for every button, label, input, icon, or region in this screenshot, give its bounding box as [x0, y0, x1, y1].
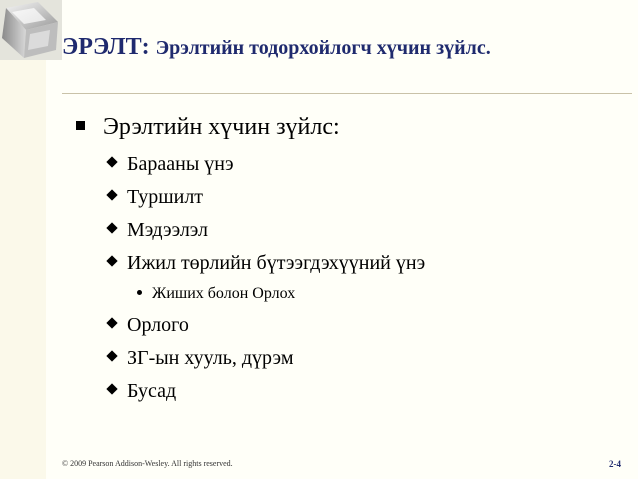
page-number: 2-4 [609, 459, 621, 469]
list-item: Ижил төрлийн бүтээгдэхүүний үнэ [108, 252, 425, 275]
left-decor-band [0, 0, 46, 479]
diamond-bullet-icon [106, 223, 117, 234]
list-item: Орлого [108, 314, 189, 337]
list-item: Бусад [108, 380, 176, 403]
list-item: Барааны үнэ [108, 153, 234, 176]
diamond-bullet-icon [106, 190, 117, 201]
bullet-heading [76, 114, 340, 141]
title-divider [62, 93, 632, 94]
list-item: Туршилт [108, 186, 203, 209]
diamond-bullet-icon [106, 256, 117, 267]
sub-list-item: Жиших болон Орлох [137, 285, 295, 303]
diamond-bullet-icon [106, 351, 117, 362]
list-item: Мэдээлэл [108, 219, 208, 242]
list-item: ЗГ-ын хууль, дүрэм [108, 347, 294, 370]
copyright-footer: © 2009 Pearson Addison-Wesley. All rights reserved. [62, 459, 233, 468]
slide-title [62, 34, 491, 61]
diamond-bullet-icon [106, 384, 117, 395]
square-bullet-icon [76, 121, 85, 130]
diamond-bullet-icon [106, 157, 117, 168]
title-subtitle: Эрэлтийн тодорхойлогч хүчин зүйлс. [155, 37, 491, 59]
glass-cube-image [0, 0, 62, 60]
title-main: ЭРЭЛТ: [62, 34, 150, 60]
dot-bullet-icon [137, 290, 142, 295]
diamond-bullet-icon [106, 318, 117, 329]
heading-text: Эрэлтийн хүчин зүйлс: [103, 114, 340, 140]
